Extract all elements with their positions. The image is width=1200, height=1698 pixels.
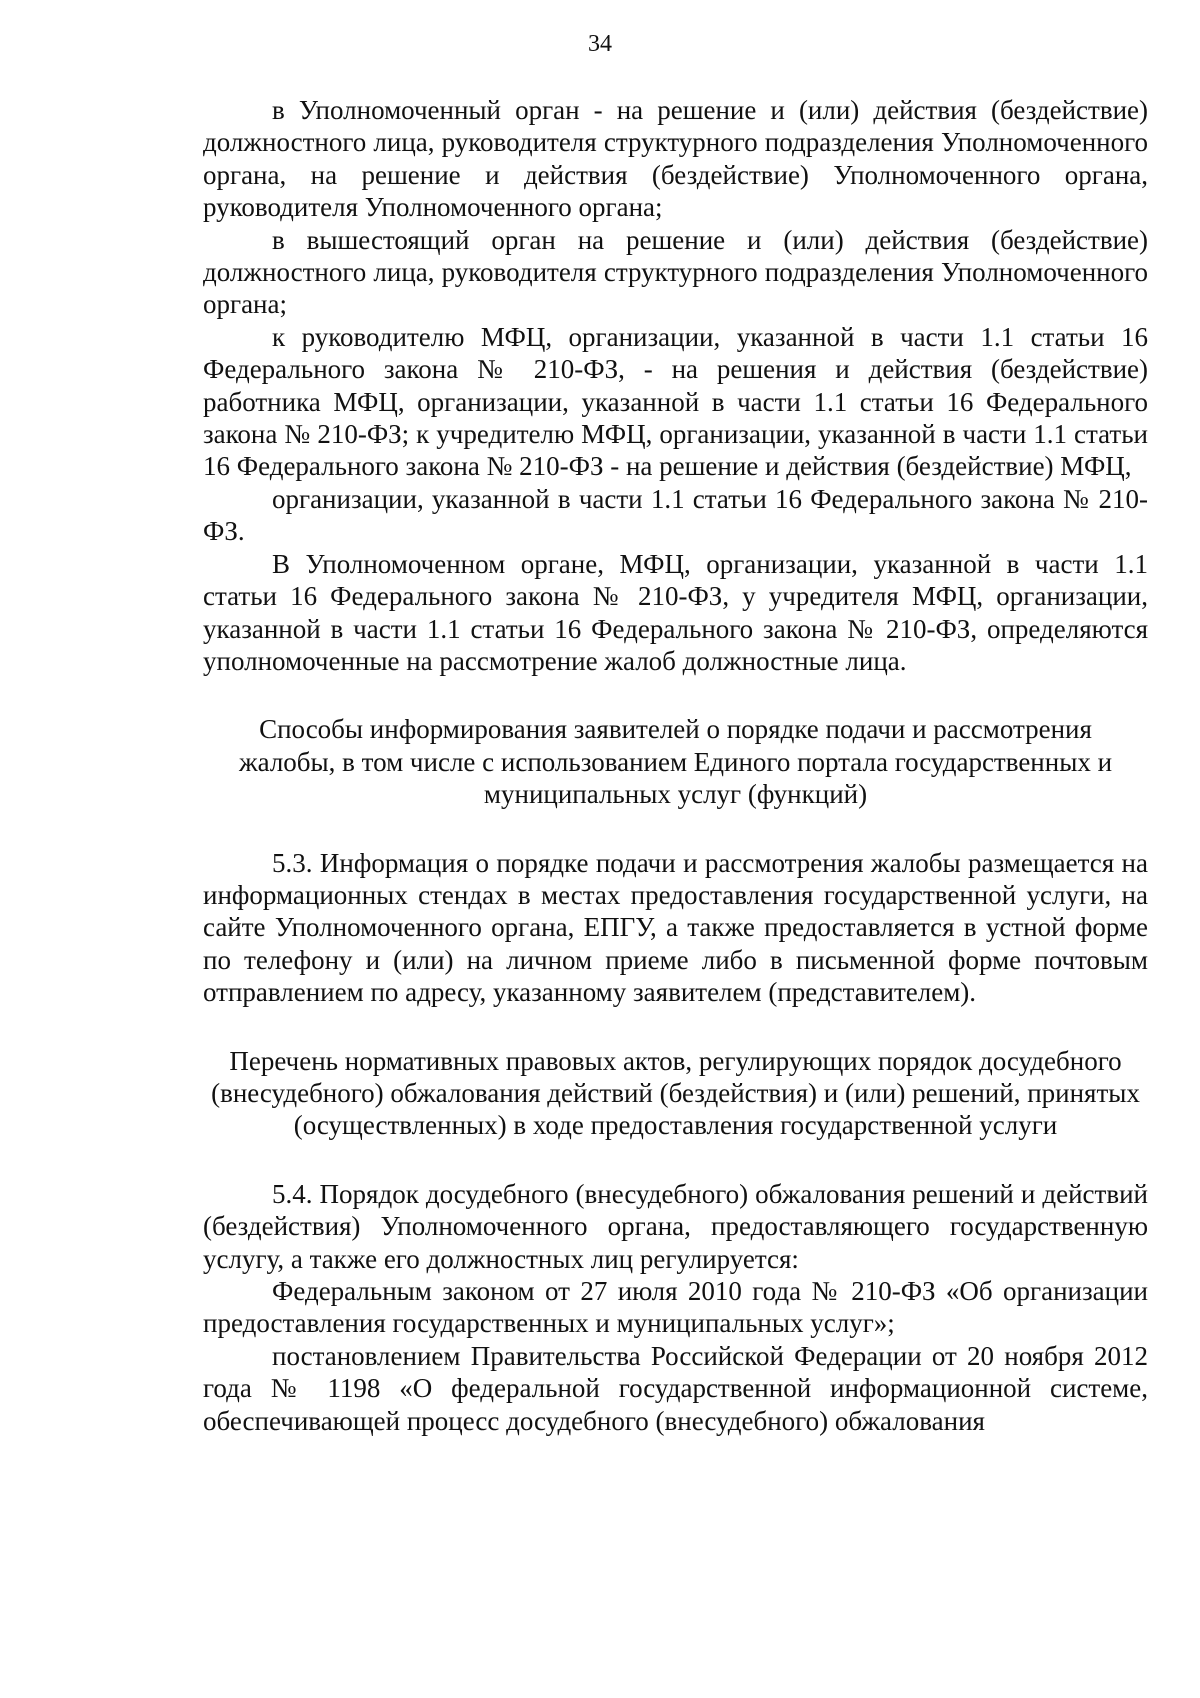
paragraph-federal-law: Федеральным законом от 27 июля 2010 года № 210-ФЗ «Об организации предоставления государственных и муниципальных услуг»; [203, 1276, 1148, 1339]
paragraph-government-decree: постановлением Правительства Российской Федерации от 20 ноября 2012 года № 1198 «О федеральной государственной информационной системе, обеспечивающей процесс досудебного (внесудебного) обжалования [203, 1340, 1148, 1436]
section-heading-informing: Способы информирования заявителей о порядке подачи и рассмотрения жалобы, в том числе с использованием Единого портала государственных и муниципальных услуг (функций) [238, 714, 1113, 810]
paragraph-higher-body-complaint: в вышестоящий орган на решение и (или) действия (бездействие) должностного лица, руководителя структурного подразделения Уполномоченного органа; [203, 224, 1148, 320]
paragraph-organization-continuation: организации, указанной в части 1.1 статьи 16 Федерального закона № 210-ФЗ. [203, 483, 1148, 547]
paragraph-5-3: 5.3. Информация о порядке подачи и рассмотрения жалобы размещается на информационных стендах в местах предоставления государственной услуги, на сайте Уполномоченного органа, ЕПГУ, а также предоставляется в устной форме по телефону и (или) на личном приеме либо в письменной форме почтовым отправлением по адресу, указанному заявителем (представителем). [203, 847, 1148, 1008]
paragraph-5-4: 5.4. Порядок досудебного (внесудебного) обжалования решений и действий (бездействия) Уполномоченного органа, предоставляющего государственную услугу, а также его должностных лиц регулируется: [203, 1178, 1148, 1274]
page-content [203, 94, 1148, 1437]
paragraph-authorized-body-complaint: в Уполномоченный орган - на решение и (или) действия (бездействие) должностного лица, руководителя структурного подразделения Уполномоченного органа, на решение и действия (бездействие) Уполномоченного органа, руководителя Уполномоченного органа; [203, 95, 1148, 223]
paragraph-mfc-head-complaint: к руководителю МФЦ, организации, указанной в части 1.1 статьи 16 Федерального закона № 210-ФЗ, - на решения и действия (бездействие) работника МФЦ, организации, указанной в части 1.1 статьи 16 Федерального закона № 210-ФЗ; к учредителю МФЦ, организации, указанной в части 1.1 статьи 16 Федерального закона № 210-ФЗ - на решение и действия (бездействие) МФЦ, [203, 321, 1148, 482]
section-heading-regulations: Перечень нормативных правовых актов, регулирующих порядок досудебного (внесудебного) обжалования действий (бездействия) и (или) решений, принятых (осуществленных) в ходе предоставления государственной услуги [211, 1045, 1140, 1141]
paragraph-authorized-officials: В Уполномоченном органе, МФЦ, организации, указанной в части 1.1 статьи 16 Федерального закона № 210-ФЗ, у учредителя МФЦ, организации, указанной в части 1.1 статьи 16 Федерального закона № 210-ФЗ, определяются уполномоченные на рассмотрение жалоб должностные лица. [203, 548, 1148, 676]
page-number: 34 [588, 31, 612, 57]
